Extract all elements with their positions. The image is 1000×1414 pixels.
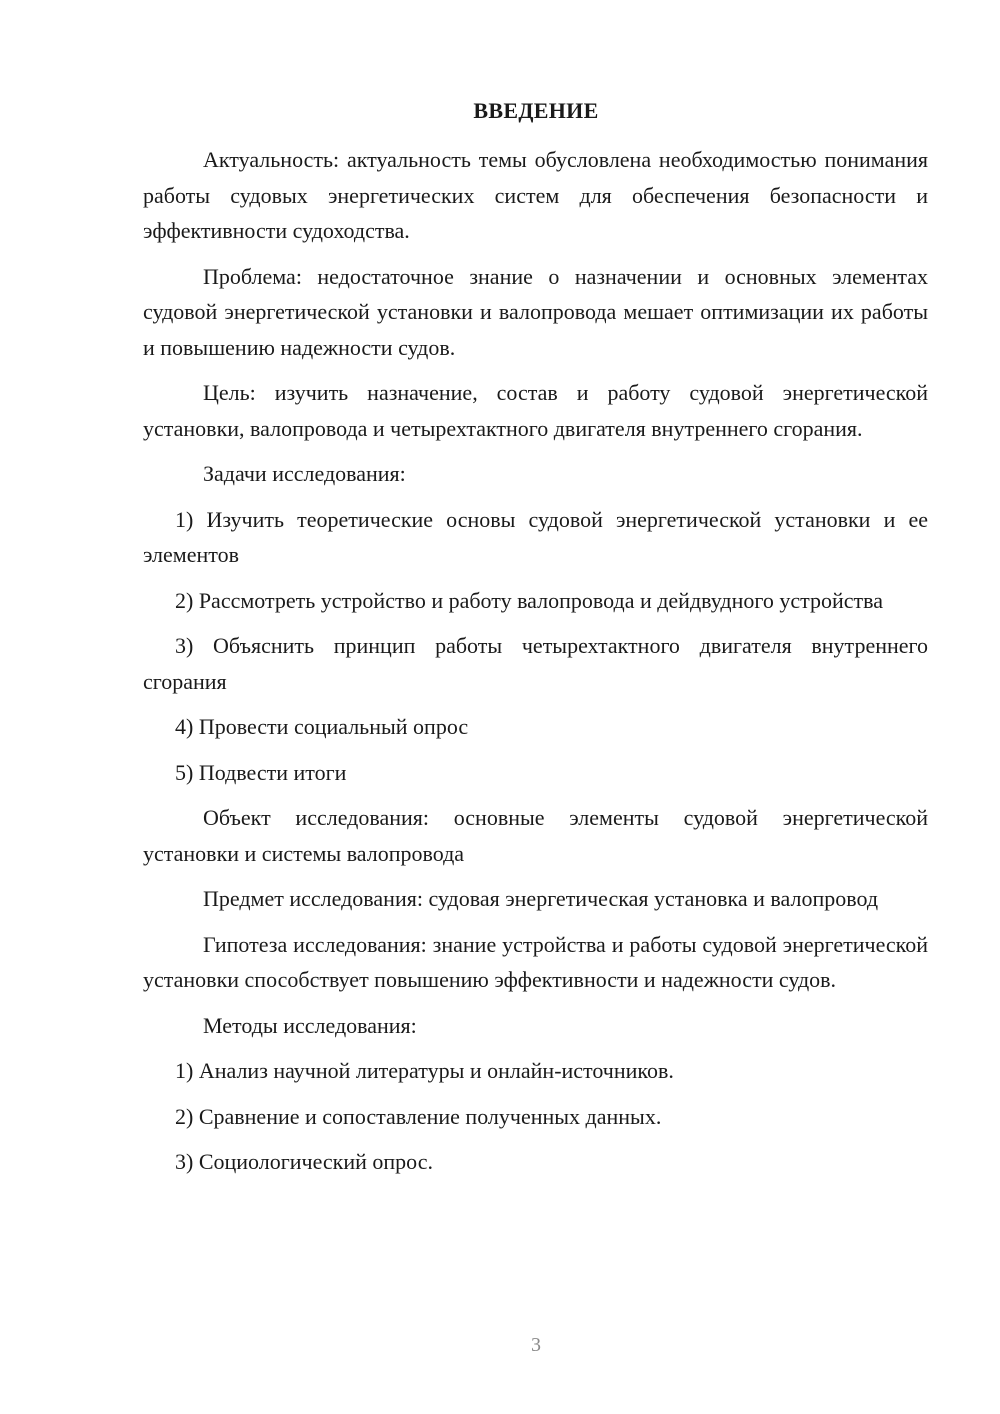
hypothesis-paragraph: Гипотеза исследования: знание устройства и работы судовой энергетической установки способствует повышению эффективности и надежности судов. [143,931,928,992]
list-item: 1) Изучить теоретические основы судовой энергетической установки и ее элементов [143,506,928,567]
list-item: 5) Подвести итоги [175,759,347,785]
subject-paragraph: Предмет исследования: судовая энергетическая установка и валопровод [203,886,879,911]
page-title: ВВЕДЕНИЕ [473,98,599,123]
relevance-paragraph: Актуальность: актуальность темы обусловлена необходимостью понимания работы судовых энергетических систем для обеспечения безопасности и эффективности судоходства. [143,147,928,243]
list-item: 2) Сравнение и сопоставление полученных данных. [175,1103,662,1129]
list-item: 3) Объяснить принцип работы четырехтактного двигателя внутреннего сгорания [143,633,928,694]
methods-heading: Методы исследования: [203,1012,417,1038]
page-number: 3 [531,1334,541,1356]
object-paragraph: Объект исследования: основные элементы судовой энергетической установки и системы валопровода [143,805,928,866]
list-item: 1) Анализ научной литературы и онлайн-источников. [175,1058,674,1083]
list-item: 4) Провести социальный опрос [175,714,469,739]
problem-paragraph: Проблема: недостаточное знание о назначении и основных элементах судовой энергетической установки и валопровода мешает оптимизации их работы и повышению надежности судов. [143,263,928,360]
goal-paragraph: Цель: изучить назначение, состав и работу судовой энергетической установки, валопровода и четырехтактного двигателя внутреннего сгорания. [143,380,928,441]
tasks-heading: Задачи исследования: [203,461,406,486]
list-item: 3) Социологический опрос. [175,1149,433,1174]
document-body [143,142,928,1190]
list-item: 2) Рассмотреть устройство и работу валопровода и дейдвудного устройства [175,587,884,613]
